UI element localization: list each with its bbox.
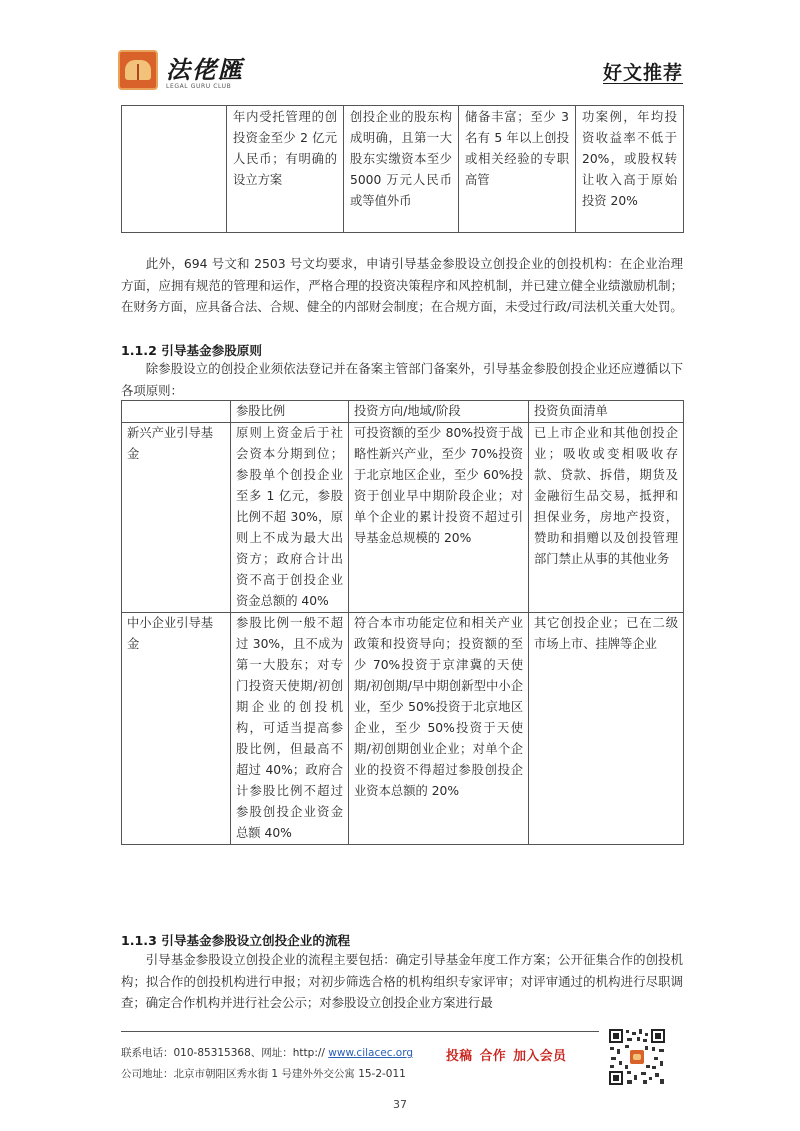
section-heading: 1.1.2 引导基金参股原则: [121, 343, 262, 358]
submit-link[interactable]: 投稿: [446, 1049, 473, 1064]
table-row: [122, 423, 684, 613]
ratio-cell: 原则上资金后于社会资本分期到位；参股单个创投企业至多 1 亿元，参股比例不超 30%，原则上不成为最大出资方；政府合计出资不高于创投企业资金总额的 40%: [231, 423, 349, 613]
footer-contact: [121, 1045, 413, 1060]
table-cell: 年内受托管理的创投资金至少 2 亿元人民币；有明确的设立方案: [227, 106, 344, 233]
table-cell: [122, 106, 227, 233]
footer-actions: [446, 1045, 573, 1064]
column-header: 参股比例: [231, 401, 349, 423]
column-header: 投资负面清单: [529, 401, 684, 423]
page-number: 37: [393, 1098, 407, 1111]
ratio-cell: 参股比例一般不超过 30%，且不成为第一大股东；对专门投资天使期/初创期企业的创投机构，可适当提高参股比例，但最高不超过 40%；政府合计参股比例不超过参股创投企业资金总额 40%: [231, 613, 349, 845]
logo-subtitle: LEGAL GURU CLUB: [166, 83, 232, 90]
table-row: [122, 106, 684, 233]
table-cell: 储备丰富；至少 3 名有 5 年以上创投或相关经验的专职高管: [459, 106, 576, 233]
table-cell: 功案例，年均投资收益率不低于 20%，或股权转让收入高于原始投资 20%: [576, 106, 684, 233]
section-heading: 1.1.3 引导基金参股设立创投企业的流程: [121, 933, 351, 948]
logo-text: 法佬匯: [166, 55, 244, 84]
table-cell: 创投企业的股东构成明确，且第一大股东实缴资本至少 5000 万元人民币或等值外币: [344, 106, 459, 233]
footer-address: 公司地址：北京市朝阳区秀水街 1 号建外外交公寓 15-2-011: [121, 1068, 406, 1080]
body-paragraph: 引导基金参股设立创投企业的流程主要包括：确定引导基金年度工作方案；公开征集合作的创投机构；拟合作的创投机构进行申报；对初步筛选合格的机构组织专家评审；对评审通过的机构进行尽职调查；确定合作机构并进行社会公示；对参股设立创投企业方案进行最: [121, 952, 683, 1010]
website-link[interactable]: www.cilacec.org: [328, 1047, 414, 1059]
direction-cell: 可投资额的至少 80%投资于战略性新兴产业，至少 70%投资于北京地区企业，至少 60%投资于创业早中期阶段企业；对单个企业的累计投资不超过引导基金总规模的 20%: [349, 423, 529, 613]
column-header: [122, 401, 231, 423]
logo-icon: [118, 50, 158, 90]
join-member-link[interactable]: 加入会员: [513, 1049, 567, 1064]
fund-name-cell: 新兴产业引导基金: [122, 423, 231, 613]
body-paragraph: 此外，694 号文和 2503 号文均要求，申请引导基金参股设立创投企业的创投机构：在企业治理方面，应拥有规范的管理和运作，严格合理的投资决策程序和风控机制，并已建立健全业绩激励机制；在财务方面，应具备合法、合规、健全的内部财会制度；在合规方面，未受过行政/司法机关重大处罚。: [121, 256, 683, 314]
cooperate-link[interactable]: 合作: [479, 1049, 507, 1064]
table-row: [122, 613, 684, 845]
continued-table: [121, 105, 684, 233]
footer-divider: [121, 1031, 599, 1032]
negative-list-cell: 已上市企业和其他创投企业；吸收或变相吸收存款、贷款、拆借，期货及金融衍生品交易，抵押和担保业务，房地产投资，赞助和捐赠以及创投管理部门禁止从事的其他业务: [529, 423, 684, 613]
principles-table: [121, 400, 684, 845]
negative-list-cell: 其它创投企业；已在二级市场上市、挂牌等企业: [529, 613, 684, 845]
fund-name-cell: 中小企业引导基金: [122, 613, 231, 845]
column-header: 投资方向/地域/阶段: [349, 401, 529, 423]
direction-cell: 符合本市功能定位和相关产业政策和投资导向；投资额的至少 70%投资于京津冀的天使期/初创期/早中期创新型中小企业，至少 50%投资于北京地区企业，至少 50%投资于天使期/初创期创业企业；对单个企业的投资不得超过参股创投企业资本总额的 20%: [349, 613, 529, 845]
body-paragraph: 除参股设立的创投企业须依法登记并在备案主管部门备案外，引导基金参股创投企业还应遵循以下各项原则：: [121, 361, 683, 398]
phone-text: 联系电话：010-85315368、网址：http://: [121, 1047, 329, 1059]
qr-code-icon: [607, 1027, 667, 1087]
section-label: 好文推荐: [602, 62, 683, 84]
table-header-row: [122, 401, 684, 423]
